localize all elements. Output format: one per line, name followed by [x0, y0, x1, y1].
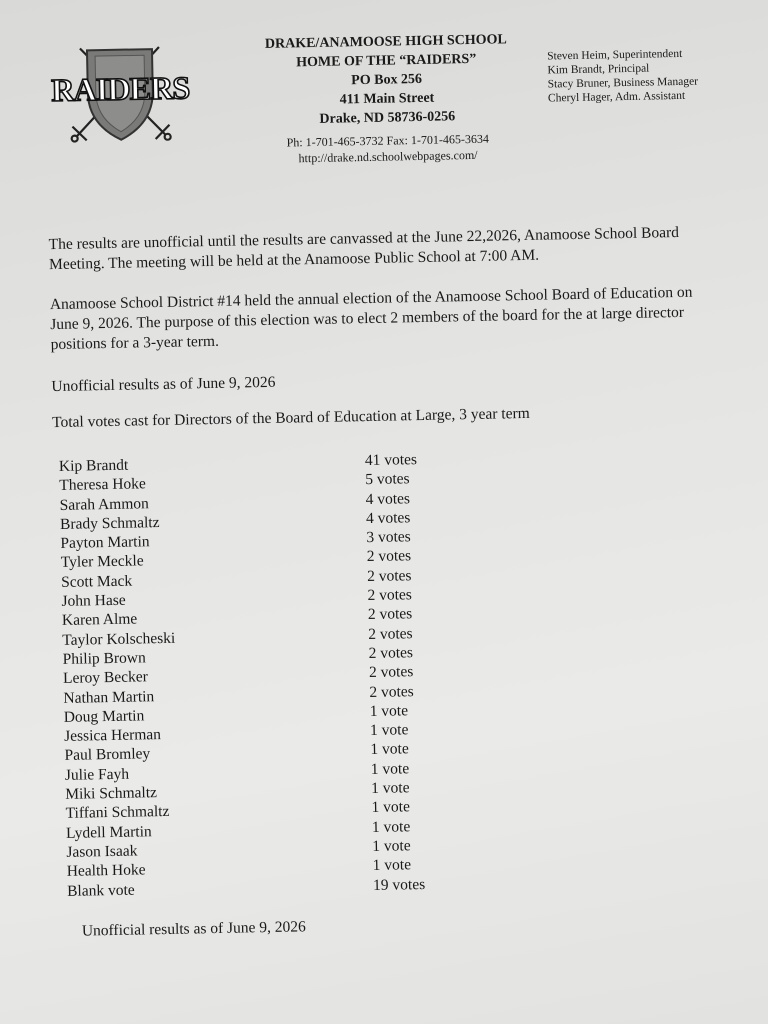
- candidate-name: Philip Brown: [62, 649, 146, 668]
- staff-list: [547, 46, 748, 106]
- election-description: Anamoose School District #14 held the annual election of the Anamoose School Board of Education on June 9, 2026. The purpose of this election was to elect 2 members of the board for the at large director positions for a 3-year term.: [49, 283, 693, 354]
- staff-admin-assistant: Cheryl Hager, Adm. Assistant: [547, 89, 686, 105]
- raiders-logo: [47, 40, 194, 143]
- vote-count: 2 votes: [369, 682, 414, 701]
- vote-count: 2 votes: [366, 547, 412, 566]
- candidate-name: Jessica Herman: [63, 726, 162, 746]
- vote-count: 3 votes: [366, 528, 411, 547]
- vote-count: 2 votes: [368, 644, 414, 663]
- vote-count: 5 votes: [365, 470, 410, 489]
- candidate-name: Nathan Martin: [63, 687, 155, 707]
- staff-superintendent: Steven Heim, Superintendent: [547, 47, 683, 63]
- candidate-name: Taylor Kolscheski: [62, 629, 176, 649]
- school-name: DRAKE/ANAMOOSE HIGH SCHOOL: [264, 32, 507, 52]
- vote-count: 1 vote: [370, 760, 410, 778]
- vote-count: 4 votes: [365, 489, 411, 508]
- candidate-name: Doug Martin: [63, 707, 145, 726]
- candidate-name: Theresa Hoke: [59, 475, 146, 495]
- vote-count: 19 votes: [372, 875, 426, 894]
- candidate-name: Leroy Becker: [62, 668, 148, 688]
- candidate-name: Payton Martin: [60, 533, 150, 553]
- candidate-name: Kip Brandt: [58, 456, 129, 475]
- vote-count: 2 votes: [366, 566, 412, 585]
- staff-principal: Kim Brandt, Principal: [547, 62, 650, 77]
- phone-fax: Ph: 1-701-465-3732 Fax: 1-701-465-3634: [286, 131, 490, 150]
- street-address: 411 Main Street: [339, 90, 435, 108]
- candidate-name: Blank vote: [66, 881, 135, 900]
- vote-count: 1 vote: [371, 817, 411, 836]
- candidate-name: Jason Isaak: [66, 842, 138, 861]
- candidate-name: Tyler Meckle: [60, 552, 144, 572]
- vote-count: 1 vote: [370, 740, 409, 759]
- candidate-name: Lydell Martin: [65, 822, 152, 842]
- vote-count: 1 vote: [372, 837, 411, 855]
- candidate-name: Tiffani Schmaltz: [65, 803, 170, 823]
- vote-count: 1 vote: [369, 721, 409, 740]
- vote-count: 1 vote: [371, 798, 411, 817]
- school-motto: HOME OF THE “RAIDERS”: [296, 51, 477, 71]
- vote-count: 41 votes: [364, 451, 418, 470]
- vote-count: 4 votes: [365, 509, 411, 527]
- candidate-name: Paul Bromley: [64, 745, 151, 765]
- footer-unofficial-note: Unofficial results as of June 9, 2026: [81, 918, 307, 940]
- candidate-name: Scott Mack: [61, 572, 133, 591]
- school-name-block: [241, 30, 533, 131]
- website: http://drake.nd.schoolwebpages.com/: [298, 147, 478, 166]
- contact-block: [243, 130, 534, 168]
- total-votes-heading: Total votes cast for Directors of the Board of Education at Large, 3 year term: [51, 404, 530, 432]
- vote-count: 2 votes: [367, 605, 413, 624]
- candidate-name: Julie Fayh: [64, 765, 130, 784]
- candidate-name: Karen Alme: [61, 610, 138, 630]
- po-box: PO Box 256: [351, 71, 423, 89]
- city-state-zip: Drake, ND 58736-0256: [319, 109, 456, 127]
- canvass-notice: The results are unofficial until the results are canvassed at the June 22,2026, Anamoose School Board Meeting. The meeting will be held at the Anamoose Public School at 7:00 AM.: [48, 224, 680, 274]
- vote-count: 1 vote: [369, 702, 409, 720]
- vote-count: 2 votes: [367, 586, 413, 605]
- vote-count: 1 vote: [372, 856, 412, 875]
- svg-text:RAIDERS: RAIDERS: [50, 69, 189, 109]
- results-list: [59, 449, 487, 901]
- unofficial-results-heading: Unofficial results as of June 9, 2026: [51, 373, 276, 396]
- vote-count: 2 votes: [368, 663, 414, 682]
- candidate-name: Brady Schmaltz: [59, 513, 160, 533]
- candidate-name: Sarah Ammon: [59, 494, 149, 514]
- vote-count: 1 vote: [371, 779, 410, 798]
- candidate-name: Health Hoke: [66, 861, 146, 881]
- candidate-name: Miki Schmaltz: [65, 784, 158, 803]
- vote-count: 2 votes: [368, 624, 413, 643]
- staff-business-manager: Stacy Bruner, Business Manager: [547, 75, 699, 91]
- candidate-name: John Hase: [61, 591, 126, 611]
